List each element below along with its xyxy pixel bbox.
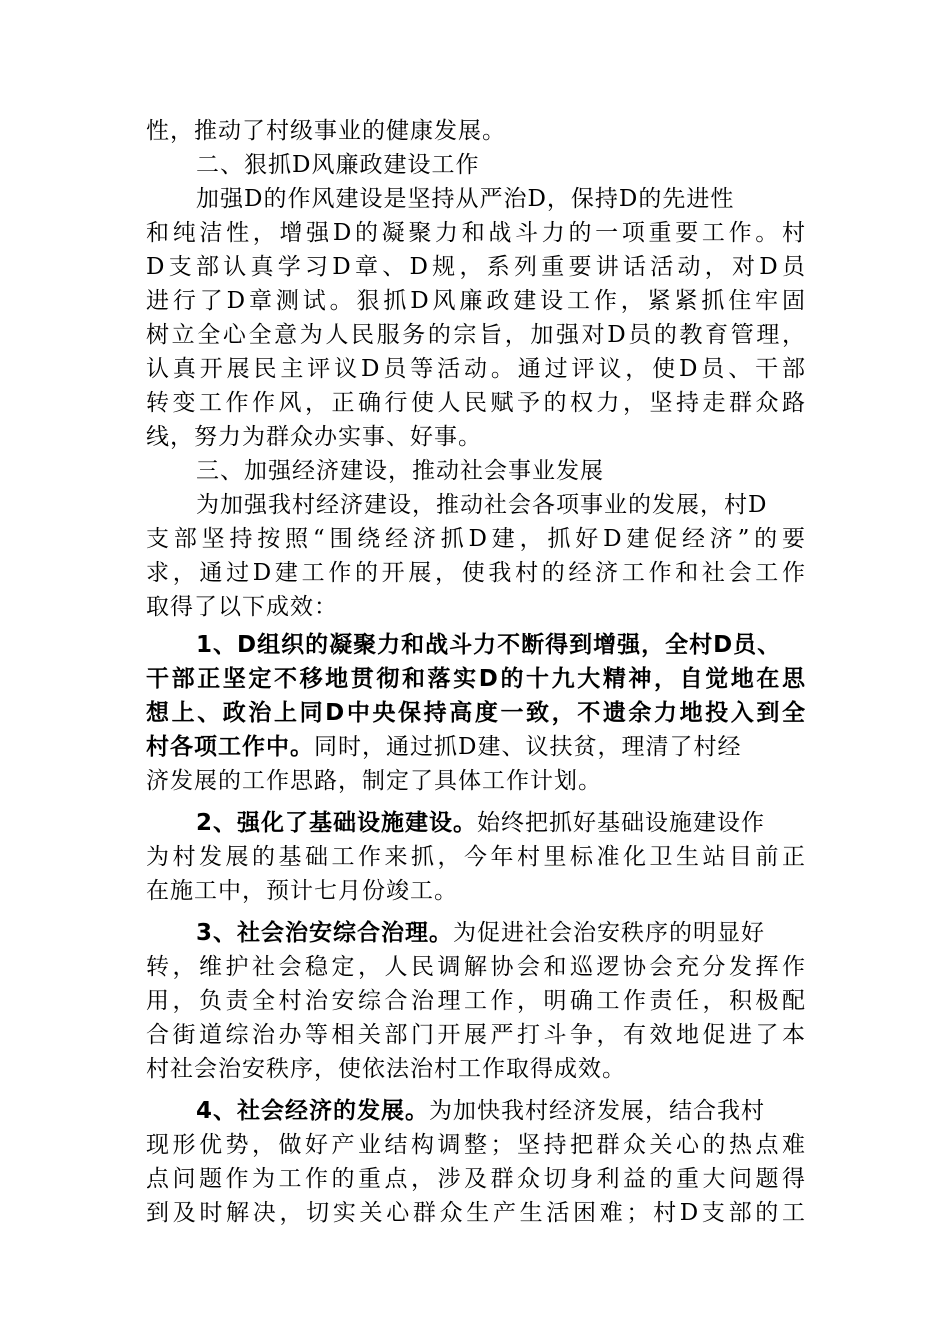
paragraph-line: 点问题作为工作的重点，涉及群众切身利益的重大问题得	[146, 1166, 806, 1192]
paragraph-line: 性，推动了村级事业的健康发展。	[146, 118, 506, 144]
paragraph-line: 为加强我村经济建设，推动社会各项事业的发展，村D	[196, 492, 768, 518]
item3-rest: 为促进社会治安秩序的明显好	[453, 920, 766, 946]
document-body	[146, 114, 806, 1230]
paragraph-line: 用，负责全村治安综合治理工作，明确工作责任，积极配	[146, 988, 806, 1014]
item1-bold-line: 1、D组织的凝聚力和战斗力不断得到增强，全村D员、	[196, 632, 782, 658]
paragraph-line: 树立全心全意为人民服务的宗旨，加强对D员的教育管理，	[146, 322, 806, 348]
paragraph-line: 进行了D章测试。狠抓D风廉政建设工作，紧紧抓住牢固	[146, 288, 806, 314]
item1-bold-lead: 村各项工作中。	[146, 734, 314, 760]
item1-bold-line: 想上、政治上同D中央保持高度一致，不遗余力地投入到全	[146, 700, 806, 726]
paragraph-line: 转，维护社会稳定，人民调解协会和巡逻协会充分发挥作	[146, 954, 806, 980]
paragraph-line: 为村发展的基础工作来抓，今年村里标准化卫生站目前正	[146, 844, 806, 870]
paragraph-line: 村社会治安秩序，使依法治村工作取得成效。	[146, 1056, 626, 1082]
paragraph-line: 转变工作作风，正确行使人民赋予的权力，坚持走群众路	[146, 390, 806, 416]
paragraph-line: 线，努力为群众办实事、好事。	[146, 424, 482, 450]
paragraph-line: 济发展的工作思路，制定了具体工作计划。	[146, 768, 602, 794]
item3-first-line	[146, 916, 806, 950]
item3-bold-lead: 3、社会治安综合治理。	[196, 920, 454, 946]
paragraph-line: 现形优势，做好产业结构调整；坚持把群众关心的热点难	[146, 1132, 806, 1158]
item4-first-line	[146, 1094, 806, 1128]
section-heading: 二、狠抓D风廉政建设工作	[196, 152, 480, 178]
paragraph-line: 求，通过D建工作的开展，使我村的经济工作和社会工作	[146, 560, 806, 586]
section-heading: 三、加强经济建设，推动社会事业发展	[196, 458, 604, 484]
paragraph-line: D支部认真学习D章、D规，系列重要讲话活动，对D员	[146, 254, 806, 280]
paragraph-line: 认真开展民主评议D员等活动。通过评议，使D员、干部	[146, 356, 806, 382]
item1-rest: 同时，通过抓D建、议扶贫，理清了村经	[314, 734, 742, 760]
paragraph-line: 支部坚持按照“围绕经济抓D建，抓好D建促经济”的要	[146, 526, 806, 552]
paragraph-line: 加强D的作风建设是坚持从严治D，保持D的先进性	[196, 186, 735, 212]
paragraph-line: 和纯洁性，增强D的凝聚力和战斗力的一项重要工作。村	[146, 220, 806, 246]
paragraph-line: 取得了以下成效：	[146, 594, 338, 620]
item1-mixed-line	[146, 730, 806, 764]
paragraph-line: 在施工中，预计七月份竣工。	[146, 878, 458, 904]
paragraph-line: 到及时解决，切实关心群众生产生活困难；村D支部的工	[146, 1200, 806, 1226]
item2-bold-lead: 2、强化了基础设施建设。	[196, 810, 478, 836]
paragraph-line: 合街道综治办等相关部门开展严打斗争，有效地促进了本	[146, 1022, 806, 1048]
item1-bold-line: 干部正坚定不移地贯彻和落实D的十九大精神，自觉地在思	[146, 666, 806, 692]
item2-rest: 始终把抓好基础设施建设作	[477, 810, 766, 836]
item4-bold-lead: 4、社会经济的发展。	[196, 1098, 430, 1124]
item4-rest: 为加快我村经济发展，结合我村	[429, 1098, 766, 1124]
item2-first-line	[146, 806, 806, 840]
